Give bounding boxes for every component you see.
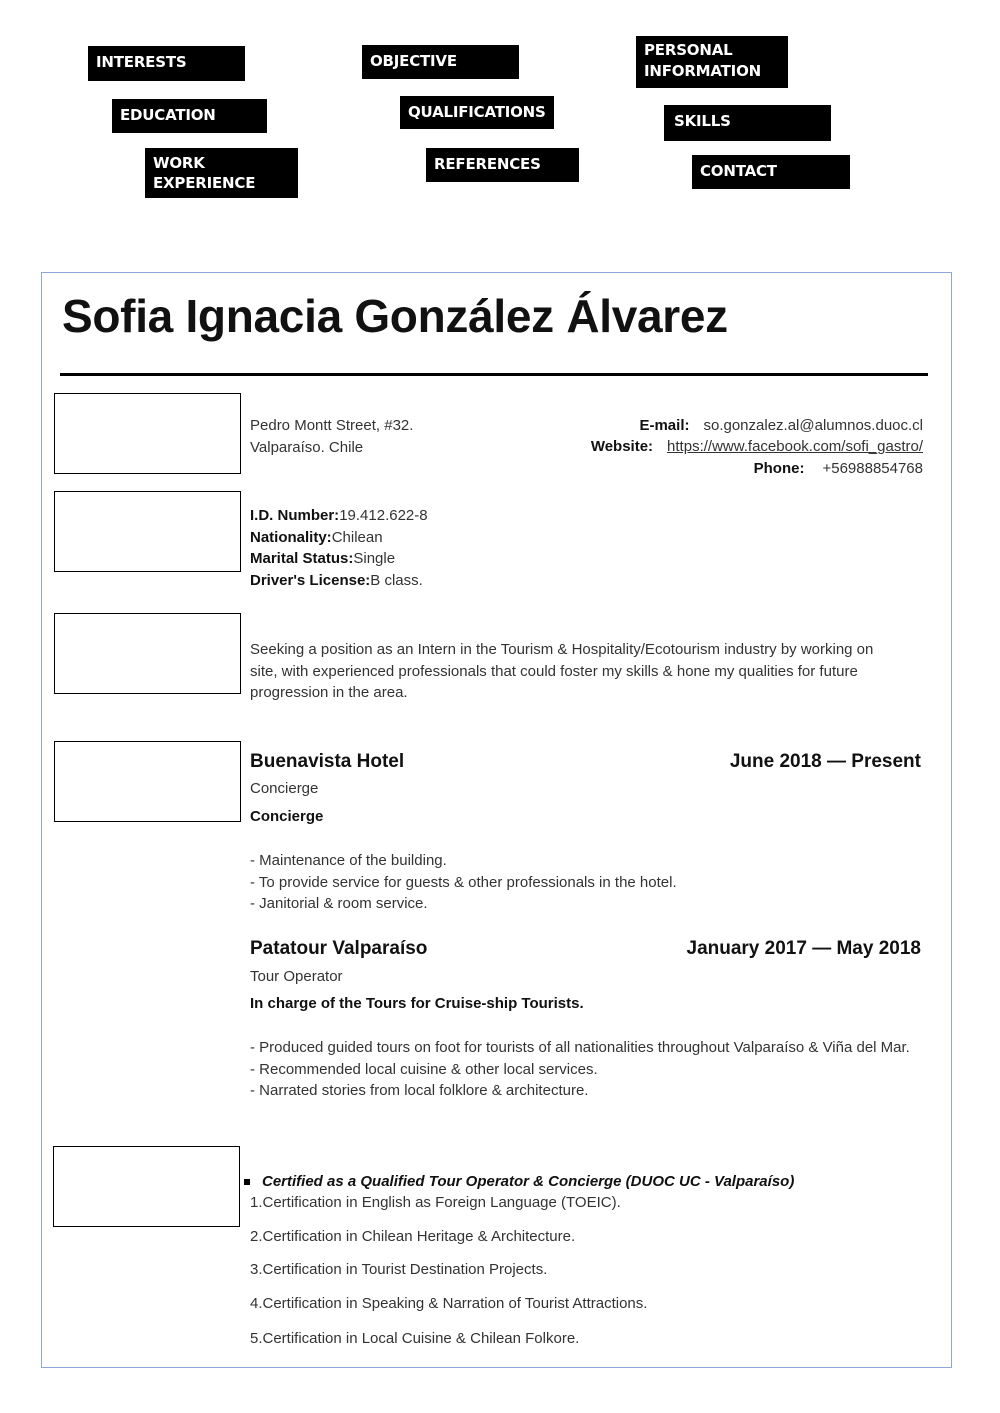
job-dates: June 2018 — Present bbox=[729, 751, 921, 772]
phone-row bbox=[754, 458, 923, 480]
job-role: Tour Operator bbox=[250, 968, 343, 985]
label-references[interactable]: REFERENCES bbox=[426, 148, 579, 182]
job-summary: Concierge bbox=[250, 808, 324, 825]
job-dates: January 2017 — May 2018 bbox=[686, 938, 921, 959]
resume-name: Sofia Ignacia González Álvarez bbox=[62, 290, 728, 342]
drop-zone-work-experience[interactable] bbox=[54, 741, 241, 822]
job-summary: In charge of the Tours for Cruise-ship Tourists. bbox=[250, 995, 584, 1012]
certification-item: 2.Certification in Chilean Heritage & Architecture. bbox=[250, 1228, 576, 1245]
label-work-experience[interactable]: WORK EXPERIENCE bbox=[145, 148, 298, 198]
job-role: Concierge bbox=[250, 780, 319, 797]
website-link[interactable]: https://www.facebook.com/sofi_gastro/ bbox=[667, 438, 923, 455]
website-row bbox=[591, 436, 923, 458]
email-value: so.gonzalez.al@alumnos.duoc.cl bbox=[703, 417, 923, 434]
id-value: 19.412.622-8 bbox=[339, 507, 428, 524]
certification-item: 3.Certification in Tourist Destination Projects. bbox=[250, 1261, 548, 1278]
job-duties bbox=[250, 850, 677, 915]
drop-zone-qualifications[interactable] bbox=[53, 1146, 240, 1227]
drop-zone-objective[interactable] bbox=[54, 613, 241, 694]
bullet-square-icon bbox=[244, 1179, 250, 1185]
drop-zone-personal-information[interactable] bbox=[54, 491, 241, 572]
email-label: E-mail: bbox=[639, 417, 690, 434]
marital-label: Marital Status: bbox=[250, 550, 354, 567]
duty-item: - To provide service for guests & other professionals in the hotel. bbox=[250, 873, 677, 891]
label-personal-information[interactable]: PERSONAL INFORMATION bbox=[636, 36, 788, 88]
objective-text: Seeking a position as an Intern in the Tourism & Hospitality/Ecotourism industry by working on site, with experienced professionals that could foster my skills & hone my qualities for future progression in the area. bbox=[250, 641, 874, 701]
id-label: I.D. Number: bbox=[250, 507, 340, 524]
label-contact[interactable]: CONTACT bbox=[692, 155, 850, 189]
job-duties bbox=[250, 1037, 910, 1102]
job-company: Patatour Valparaíso bbox=[250, 938, 428, 959]
label-skills[interactable]: SKILLS bbox=[664, 105, 831, 141]
label-qualifications[interactable]: QUALIFICATIONS bbox=[400, 96, 554, 129]
certified-heading bbox=[244, 1173, 794, 1190]
phone-label: Phone: bbox=[753, 460, 805, 477]
license-label: Driver's License: bbox=[250, 571, 371, 589]
duty-item: - Recommended local cuisine & other local services. bbox=[250, 1060, 598, 1078]
drop-zone-contact[interactable] bbox=[54, 393, 241, 474]
label-education[interactable]: EDUCATION bbox=[112, 99, 267, 133]
label-objective[interactable]: OBJECTIVE bbox=[362, 45, 519, 79]
nationality-label: Nationality: bbox=[250, 528, 332, 546]
duty-item: - Janitorial & room service. bbox=[250, 895, 428, 912]
license-value: B class. bbox=[370, 571, 423, 589]
duty-item: - Narrated stories from local folklore & architecture. bbox=[250, 1082, 589, 1099]
address bbox=[250, 415, 413, 458]
label-interests[interactable]: INTERESTS bbox=[88, 46, 245, 81]
certification-item: 5.Certification in Local Cuisine & Chilean Folkore. bbox=[250, 1330, 580, 1347]
certified-heading-text: Certified as a Qualified Tour Operator & Concierge (DUOC UC - Valparaíso) bbox=[262, 1173, 795, 1190]
duty-item: - Maintenance of the building. bbox=[250, 852, 447, 869]
website-label: Website: bbox=[590, 438, 654, 455]
resume-document bbox=[41, 272, 952, 1368]
email-row bbox=[639, 415, 923, 437]
certification-item: 1.Certification in English as Foreign Language (TOEIC). bbox=[250, 1194, 621, 1211]
nationality-value: Chilean bbox=[331, 528, 383, 546]
address-line1: Pedro Montt Street, #32. bbox=[250, 417, 414, 434]
marital-value: Single bbox=[353, 550, 396, 567]
name-divider bbox=[60, 373, 928, 376]
job-company: Buenavista Hotel bbox=[250, 751, 405, 772]
phone-value: +56988854768 bbox=[822, 460, 923, 477]
address-line2: Valparaíso. Chile bbox=[250, 438, 364, 456]
personal-info bbox=[250, 505, 428, 591]
duty-item: - Produced guided tours on foot for tourists of all nationalities throughout Valparaíso & Viña del Mar. bbox=[250, 1039, 910, 1056]
certification-item: 4.Certification in Speaking & Narration of Tourist Attractions. bbox=[250, 1295, 648, 1312]
